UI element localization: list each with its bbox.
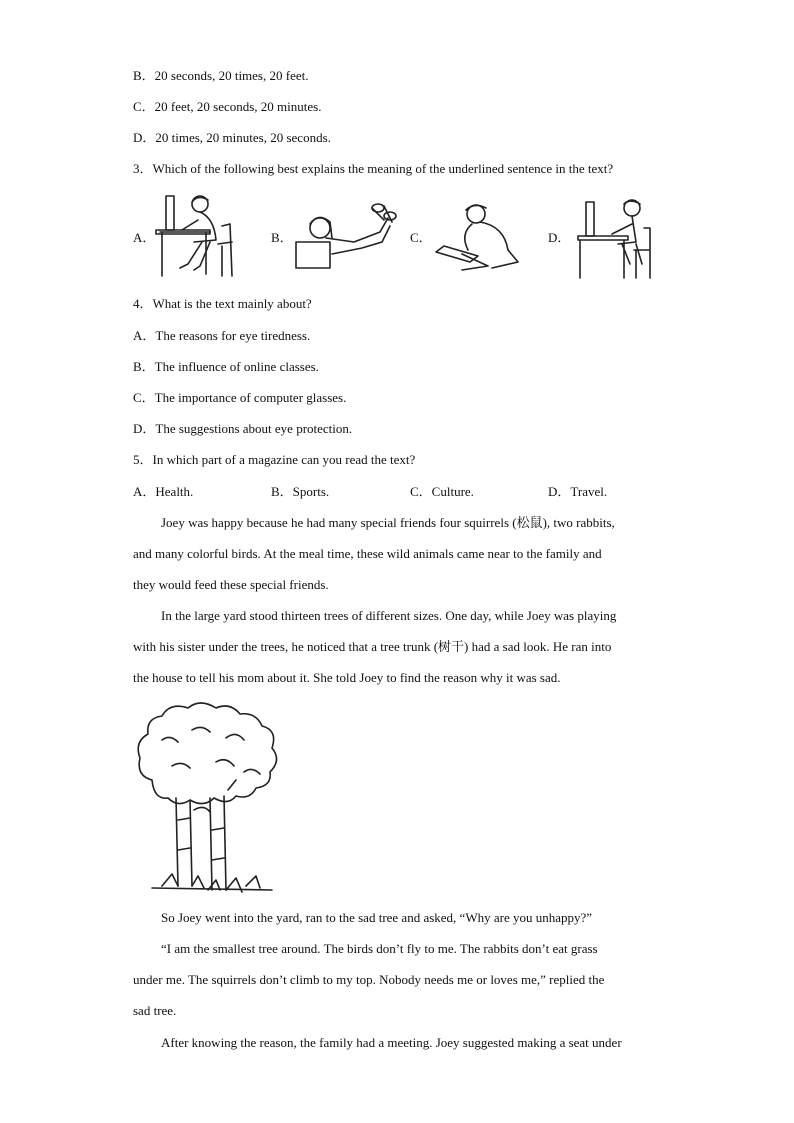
q4-option-d: D．The suggestions about eye protection. — [133, 421, 353, 436]
q3-picture-a-person-sitting-at-desk — [152, 190, 242, 278]
passage-line: and many colorful birds. At the meal time, these wild animals came near to the family and — [133, 546, 602, 561]
passage-line: with his sister under the trees, he noticed that a tree trunk (树干) had a sad look. He ran into — [133, 639, 612, 654]
q4-stem: 4．What is the text mainly about? — [133, 296, 312, 311]
passage-line: the house to tell his mom about it. She told Joey to find the reason why it was sad. — [133, 670, 561, 685]
q3-label-a: A． — [133, 230, 156, 245]
q3-label-d: D． — [548, 230, 571, 245]
q4-option-c: C．The importance of computer glasses. — [133, 390, 347, 405]
q2-option-d: D．20 times, 20 minutes, 20 seconds. — [133, 130, 331, 145]
passage-paragraph-4 — [133, 941, 658, 1034]
q5-option-c: C．Culture. — [410, 484, 474, 499]
q3-stem: 3．Which of the following best explains the meaning of the underlined sentence in the text? — [133, 161, 614, 176]
passage-paragraph-5 — [133, 1035, 658, 1066]
q3-picture-b-person-lying-with-laptop — [292, 198, 398, 272]
passage-line: After knowing the reason, the family had a meeting. Joey suggested making a seat under — [161, 1035, 622, 1050]
q2-option-c: C．20 feet, 20 seconds, 20 minutes. — [133, 99, 322, 114]
passage-line: Joey was happy because he had many special friends four squirrels (松鼠), two rabbits, — [161, 515, 615, 530]
trees-illustration — [132, 700, 282, 896]
q4-option-a: A．The reasons for eye tiredness. — [133, 328, 311, 343]
passage-line: they would feed these special friends. — [133, 577, 329, 592]
passage-line: In the large yard stood thirteen trees of different sizes. One day, while Joey was playing — [161, 608, 617, 623]
q2-option-b: B．20 seconds, 20 times, 20 feet. — [133, 68, 309, 83]
passage-line: “I am the smallest tree around. The birds don’t fly to me. The rabbits don’t eat grass — [161, 941, 598, 956]
passage-paragraph-3 — [133, 910, 658, 941]
q5-stem: 5．In which part of a magazine can you read the text? — [133, 452, 416, 467]
passage-paragraph-2 — [133, 608, 658, 701]
passage-paragraph-1 — [133, 515, 658, 608]
q5-option-b: B．Sports. — [271, 484, 330, 499]
q3-label-b: B． — [271, 230, 293, 245]
q5-option-d: D．Travel. — [548, 484, 608, 499]
q3-picture-c-person-sitting-on-floor — [432, 200, 524, 274]
q5-option-a: A．Health. — [133, 484, 194, 499]
passage-line: So Joey went into the yard, ran to the sad tree and asked, “Why are you unhappy?” — [161, 910, 593, 925]
q4-option-b: B．The influence of online classes. — [133, 359, 319, 374]
q3-picture-d-person-sitting-upright — [574, 194, 656, 280]
passage-line: under me. The squirrels don’t climb to my top. Nobody needs me or loves me,” replied the — [133, 972, 605, 987]
q3-label-c: C． — [410, 230, 432, 245]
passage-line: sad tree. — [133, 1003, 177, 1018]
